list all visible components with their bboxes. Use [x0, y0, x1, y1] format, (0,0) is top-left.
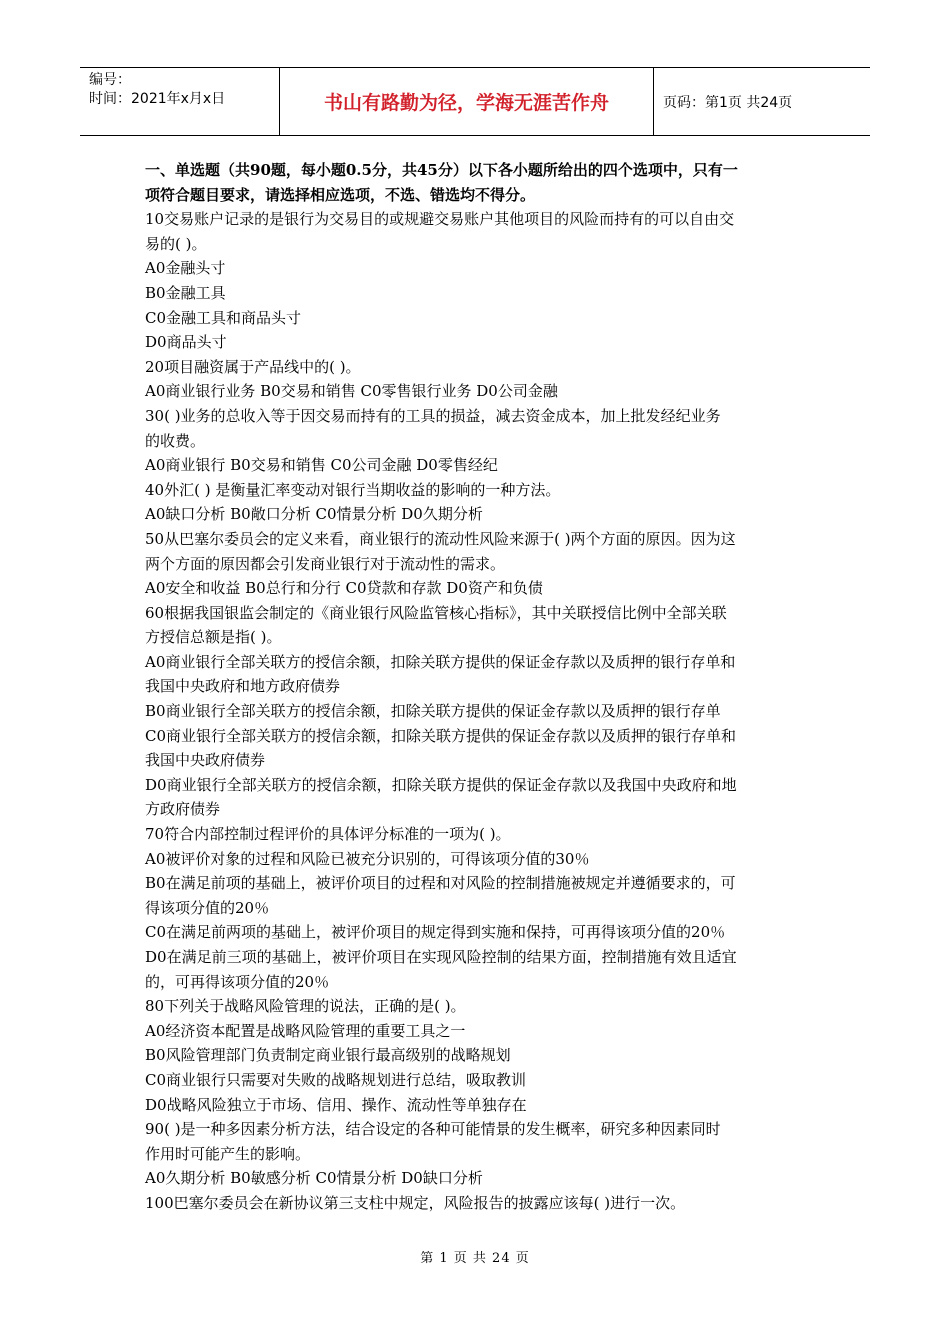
- text-line: D0在满足前三项的基础上，被评价项目在实现风险控制的结果方面，控制措施有效且适宜: [145, 948, 737, 966]
- text-line: 方授信总额是指( )。: [145, 628, 282, 647]
- text-line: B0在满足前项的基础上，被评价项目的过程和对风险的控制措施被规定并遵循要求的，可: [145, 874, 736, 893]
- text-line: C0在满足前两项的基础上，被评价项目的规定得到实施和保持，可再得该项分值的20％: [145, 923, 726, 942]
- page-footer: 第 1 页 共 24 页: [420, 1251, 530, 1266]
- text-line: A0金融头寸: [145, 259, 226, 278]
- text-line: C0金融工具和商品头寸: [145, 308, 302, 327]
- text-line: 100巴塞尔委员会在新协议第三支柱中规定，风险报告的披露应该每( )进行一次。: [145, 1193, 686, 1212]
- text-line: A0被评价对象的过程和风险已被充分识别的，可得该项分值的30％: [145, 849, 590, 868]
- text-line: 项符合题目要求，请选择相应选项，不选、错选均不得分。: [145, 185, 536, 204]
- text-line: 70符合内部控制过程评价的具体评分标准的一项为( )。: [145, 825, 511, 844]
- document-date: 时间：2021年x月x日: [89, 91, 226, 107]
- text-line: 40外汇( ) 是衡量汇率变动对银行当期收益的影响的一种方法。: [145, 480, 561, 499]
- text-line: B0金融工具: [145, 283, 226, 302]
- text-line: 60根据我国银监会制定的《商业银行风险监管核心指标》，其中关联授信比例中全部关联: [145, 603, 727, 622]
- text-line: 得该项分值的20％: [145, 898, 270, 917]
- text-line: A0商业银行全部关联方的授信余额，扣除关联方提供的保证金存款以及质押的银行存单和: [145, 652, 736, 671]
- text-line: C0商业银行只需要对失败的战略规划进行总结，吸取教训: [145, 1070, 527, 1089]
- text-line: A0商业银行 B0交易和销售 C0公司金融 D0零售经纪: [145, 456, 498, 475]
- text-line: 的，可再得该项分值的20％: [145, 972, 330, 991]
- text-line: 30( )业务的总收入等于因交易而持有的工具的损益，减去资金成本，加上批发经纪业务: [145, 406, 721, 425]
- text-line: 50从巴塞尔委员会的定义来看，商业银行的流动性风险来源于( )两个方面的原因。因为这: [145, 529, 736, 548]
- text-line: 我国中央政府债券: [145, 751, 266, 770]
- document-body: [145, 158, 813, 1216]
- text-line: 易的( )。: [145, 234, 207, 253]
- document-number-label: 编号：: [89, 72, 131, 88]
- text-line: 我国中央政府和地方政府债券: [145, 677, 341, 696]
- text-line: 80下列关于战略风险管理的说法，正确的是( )。: [145, 997, 466, 1016]
- text-line: D0战略风险独立于市场、信用、操作、流动性等单独存在: [145, 1095, 527, 1114]
- text-line: A0缺口分析 B0敞口分析 C0情景分析 D0久期分析: [145, 505, 483, 524]
- text-line: 一、单选题（共90题，每小题0.5分，共45分）以下各小题所给出的四个选项中，只有一: [145, 161, 738, 179]
- page-header: [80, 67, 870, 136]
- text-line: D0商业银行全部关联方的授信余额，扣除关联方提供的保证金存款以及我国中央政府和地: [145, 775, 737, 794]
- text-line: B0商业银行全部关联方的授信余额，扣除关联方提供的保证金存款以及质押的银行存单: [145, 702, 721, 721]
- text-line: 两个方面的原因都会引发商业银行对于流动性的需求。: [145, 554, 506, 573]
- text-line: A0安全和收益 B0总行和分行 C0贷款和存款 D0资产和负债: [145, 579, 543, 598]
- text-line: C0商业银行全部关联方的授信余额，扣除关联方提供的保证金存款以及质押的银行存单和: [145, 726, 737, 745]
- header-meta: [80, 68, 280, 135]
- text-line: 作用时可能产生的影响。: [145, 1144, 311, 1163]
- text-line: D0商品头寸: [145, 333, 227, 352]
- text-line: A0经济资本配置是战略风险管理的重要工具之一: [145, 1021, 466, 1040]
- header-motto: 书山有路勤为径，学海无涯苦作舟: [280, 68, 654, 135]
- text-line: 90( )是一种多因素分析方法，结合设定的各种可能情景的发生概率，研究多种因素同时: [145, 1120, 721, 1139]
- text-line: 10交易账户记录的是银行为交易目的或规避交易账户其他项目的风险而持有的可以自由交: [145, 210, 735, 229]
- text-line: 的收费。: [145, 431, 206, 450]
- text-line: A0久期分析 B0敏感分析 C0情景分析 D0缺口分析: [145, 1169, 483, 1188]
- text-line: A0商业银行业务 B0交易和销售 C0零售银行业务 D0公司金融: [145, 382, 558, 401]
- text-line: 方政府债券: [145, 800, 221, 819]
- text-line: 20项目融资属于产品线中的( )。: [145, 357, 361, 376]
- header-page-info: 页码：第1页 共24页: [663, 94, 793, 111]
- text-line: B0风险管理部门负责制定商业银行最高级别的战略规划: [145, 1046, 511, 1065]
